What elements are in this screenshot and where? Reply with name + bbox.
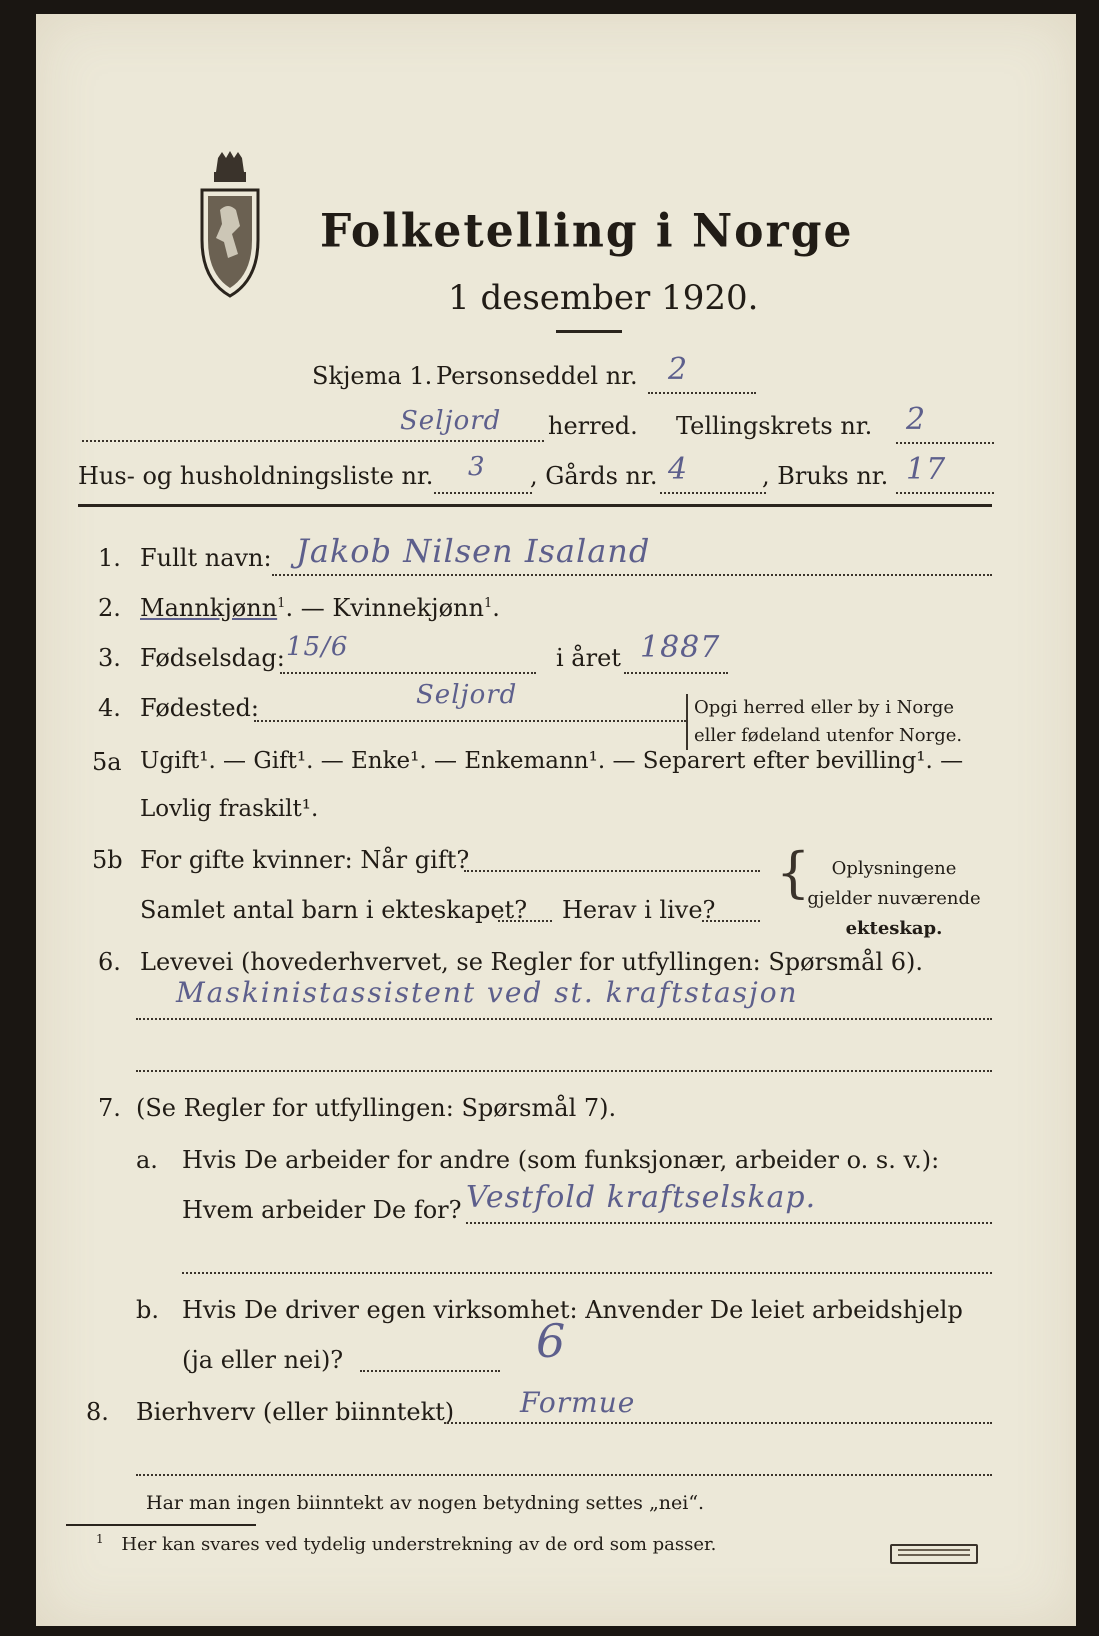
q5b-note-line2: gjelder nuværende xyxy=(807,888,981,909)
q7b-line xyxy=(360,1370,500,1372)
q6-line2 xyxy=(136,1070,992,1072)
tellingskrets-line xyxy=(896,442,994,444)
q4-note-line2: eller fødeland utenfor Norge. xyxy=(686,722,962,750)
herred-line xyxy=(82,440,544,442)
q7a-line-b xyxy=(182,1272,992,1274)
schema-label: Skjema 1. xyxy=(312,362,433,390)
q3-year-value: 1887 xyxy=(640,630,721,665)
q4-line xyxy=(254,720,686,722)
footnote-sup: 1 xyxy=(96,1532,104,1546)
title-divider xyxy=(556,330,622,333)
q1-line xyxy=(272,574,992,576)
q2-mann-sup: 1 xyxy=(277,596,286,611)
gards-label: , Gårds nr. xyxy=(530,462,658,490)
q4-birthplace-value: Seljord xyxy=(416,680,518,710)
gards-line xyxy=(660,492,766,494)
q3-label: Fødselsdag: xyxy=(140,644,285,672)
q3-day-value: 15/6 xyxy=(286,632,349,662)
footnote-rule xyxy=(66,1524,256,1526)
tellingskrets-label: Tellingskrets nr. xyxy=(676,412,873,440)
hus-line xyxy=(434,492,532,494)
q5b-note-line1: Oplysningene xyxy=(831,858,957,879)
q7b-line1: Hvis De driver egen virksomhet: Anvender De leiet arbeidshjelp xyxy=(182,1296,963,1324)
q7a-employer-value: Vestfold kraftselskap. xyxy=(466,1180,817,1215)
coat-of-arms-icon xyxy=(198,150,262,298)
bruks-line xyxy=(896,492,994,494)
q5a-options: Ugift¹. — Gift¹. — Enke¹. — Enkemann¹. — Separert efter bevilling¹. — xyxy=(140,748,964,774)
q4-number: 4. xyxy=(98,694,121,722)
q3-day-line xyxy=(280,672,536,674)
q5b-note xyxy=(794,854,994,944)
herred-value: Seljord xyxy=(400,406,502,436)
q4-note-line1: Opgi herred eller by i Norge xyxy=(686,694,962,722)
q5b-label-children: Samlet antal barn i ekteskapet? xyxy=(140,896,528,924)
q2-sex xyxy=(140,594,500,622)
q1-full-name-value: Jakob Nilsen Isaland xyxy=(296,532,651,570)
hus-label: Hus- og husholdningsliste nr. xyxy=(78,462,434,490)
personseddel-line xyxy=(648,392,756,394)
q5a-options-line2: Lovlig fraskilt¹. xyxy=(140,796,319,822)
herred-label: herred. xyxy=(548,412,638,440)
q5b-note-line3: ekteskap. xyxy=(845,918,943,939)
q7-number: 7. xyxy=(98,1094,121,1122)
q8-side-income-value: Formue xyxy=(520,1386,636,1419)
personseddel-label: Personseddel nr. xyxy=(436,362,638,390)
q5b-label-alive: Herav i live? xyxy=(562,896,716,924)
q8-line2 xyxy=(136,1474,992,1476)
q3-year-line xyxy=(624,672,728,674)
q8-number: 8. xyxy=(86,1398,109,1426)
q6-occupation-value: Maskinistassistent ved st. kraftstasjon xyxy=(176,976,799,1009)
q8-line1 xyxy=(444,1422,992,1424)
header-rule xyxy=(78,504,992,507)
census-form xyxy=(36,14,1076,1626)
q7a-line-a xyxy=(466,1222,992,1224)
footnote-text: Her kan svares ved tydelig understrekning av de ord som passer. xyxy=(121,1534,717,1555)
bruks-value: 17 xyxy=(906,452,947,487)
q5b-label-married: For gifte kvinner: Når gift? xyxy=(140,846,470,874)
q4-note xyxy=(686,694,962,750)
q7a-letter: a. xyxy=(136,1146,158,1174)
q2-kvinne-option: Kvinnekjønn xyxy=(332,594,484,622)
q7b-line2: (ja eller nei)? xyxy=(182,1346,344,1374)
q5b-number: 5b xyxy=(92,846,123,874)
q3-number: 3. xyxy=(98,644,121,672)
form-date: 1 desember 1920. xyxy=(448,278,759,318)
q6-label: Levevei (hovederhvervet, se Regler for utfyllingen: Spørsmål 6). xyxy=(140,948,924,976)
q8-label: Bierhverv (eller biinntekt) xyxy=(136,1398,455,1426)
q5b-children-line xyxy=(498,920,552,922)
q4-label: Fødested: xyxy=(140,694,259,722)
q7b-value: 6 xyxy=(536,1314,567,1368)
q5b-brace: { xyxy=(776,841,811,904)
bruks-label: , Bruks nr. xyxy=(762,462,889,490)
hus-value: 3 xyxy=(468,452,486,482)
q7a-line1: Hvis De arbeider for andre (som funksjonær, arbeider o. s. v.): xyxy=(182,1146,940,1174)
q6-number: 6. xyxy=(98,948,121,976)
tellingskrets-value: 2 xyxy=(906,402,927,437)
q5a-number: 5a xyxy=(92,748,122,776)
q2-end: . xyxy=(492,594,500,622)
q6-line1 xyxy=(136,1018,992,1020)
q3-year-label: i året xyxy=(556,644,621,672)
printer-stamp-icon xyxy=(890,1544,978,1564)
q2-separator: . — xyxy=(285,594,333,622)
form-title: Folketelling i Norge xyxy=(320,204,854,259)
q5b-married-line xyxy=(464,870,760,872)
q1-number: 1. xyxy=(98,544,121,572)
q2-kvinne-sup: 1 xyxy=(483,596,493,611)
q5b-alive-line xyxy=(702,920,760,922)
footnote xyxy=(96,1532,716,1555)
q2-number: 2. xyxy=(98,594,121,622)
q7a-line2: Hvem arbeider De for? xyxy=(182,1196,462,1224)
q8-note: Har man ingen biinntekt av nogen betydning settes „nei“. xyxy=(146,1492,705,1514)
personseddel-value: 2 xyxy=(668,352,689,387)
gards-value: 4 xyxy=(668,452,689,487)
q7-label: (Se Regler for utfyllingen: Spørsmål 7). xyxy=(136,1094,617,1122)
q1-label: Fullt navn: xyxy=(140,544,272,572)
q7b-letter: b. xyxy=(136,1296,159,1324)
q2-mann-option: Mannkjønn xyxy=(140,594,278,622)
